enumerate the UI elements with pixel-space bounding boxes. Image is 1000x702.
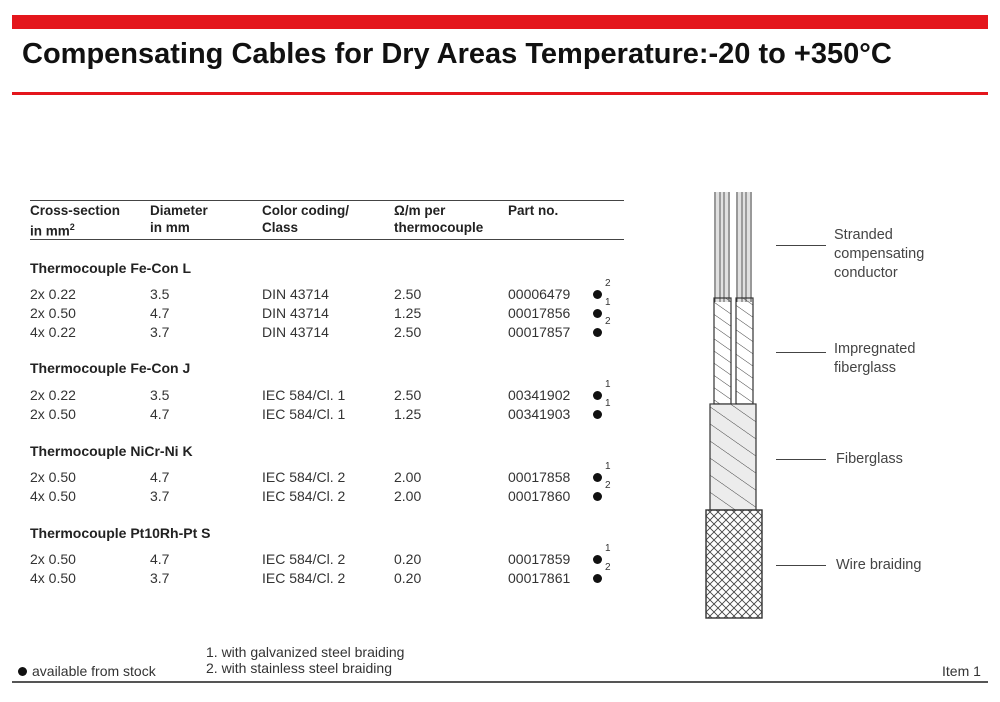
group-title: Thermocouple Pt10Rh-Pt S: [30, 525, 211, 541]
cell-cross: 4x 0.50: [30, 570, 76, 586]
table-row: [30, 379, 624, 405]
cell-diameter: 4.7: [150, 551, 170, 567]
header-color-line1: Color coding/: [262, 203, 349, 218]
cell-cross: 2x 0.22: [30, 387, 76, 403]
callout-braiding: Wire braiding: [836, 557, 922, 573]
cell-diameter: 3.5: [150, 387, 170, 403]
table-row: [30, 278, 624, 304]
cell-diameter: 3.7: [150, 488, 170, 504]
stock-dot-icon: [593, 492, 602, 501]
cell-ohm: 2.00: [394, 469, 422, 485]
top-red-bar: [12, 15, 988, 29]
header-cross-line1: Cross-section: [30, 203, 121, 218]
cell-ohm: 2.50: [394, 324, 422, 340]
stock-dot-icon: [18, 667, 27, 676]
cell-note: 1: [605, 379, 611, 390]
cell-color: IEC 584/Cl. 2: [262, 551, 346, 567]
page-title: Compensating Cables for Dry Areas Temperature:-20 to +350°C: [22, 38, 892, 70]
table-row: [30, 480, 624, 506]
callout-impregnated: [834, 340, 915, 378]
header-diameter-line1: Diameter: [150, 203, 208, 218]
cell-note: 1: [605, 398, 611, 409]
cell-part: 00017858: [508, 469, 571, 485]
stock-dot-icon: [593, 290, 602, 299]
cell-part: 00341903: [508, 406, 571, 422]
header-color-coding: [262, 202, 349, 236]
callout-line-impregnated: [776, 352, 826, 353]
cell-cross: 2x 0.22: [30, 286, 76, 302]
cell-note: 2: [605, 480, 611, 491]
cell-part: 00017856: [508, 305, 571, 321]
cell-diameter: 4.7: [150, 469, 170, 485]
stock-dot-icon: [593, 391, 602, 400]
cell-diameter: 3.7: [150, 324, 170, 340]
stock-legend: [18, 663, 156, 680]
cable-table: [30, 200, 624, 588]
stock-legend-text: available from stock: [32, 663, 156, 679]
callout-stranded: [834, 226, 924, 283]
stock-dot-icon: [593, 473, 602, 482]
cell-ohm: 0.20: [394, 570, 422, 586]
callout-impregnated-line1: Impregnated: [834, 341, 916, 357]
cell-part: 00017861: [508, 570, 571, 586]
cell-note: 2: [605, 316, 611, 327]
table-row: [30, 461, 624, 487]
group-title: Thermocouple NiCr-Ni K: [30, 443, 193, 459]
cell-diameter: 4.7: [150, 305, 170, 321]
table-row: [30, 297, 624, 323]
table-row: [30, 543, 624, 569]
title-underline: [12, 92, 988, 95]
stock-dot-icon: [593, 555, 602, 564]
header-ohm-line2: thermocouple: [394, 220, 484, 235]
cell-ohm: 2.00: [394, 488, 422, 504]
cable-cross-section-diagram: [690, 188, 770, 620]
cell-color: IEC 584/Cl. 1: [262, 387, 346, 403]
callout-impregnated-line2: fiberglass: [834, 360, 897, 376]
cell-diameter: 3.7: [150, 570, 170, 586]
header-cross-section: [30, 202, 120, 240]
cell-part: 00017859: [508, 551, 571, 567]
callout-line-stranded: [776, 245, 826, 246]
table-row: [30, 562, 624, 588]
cell-cross: 4x 0.22: [30, 324, 76, 340]
callout-line-fiberglass: [776, 459, 826, 460]
cell-color: DIN 43714: [262, 324, 329, 340]
impregnated-fiberglass-left: [714, 298, 731, 404]
stranded-conductor-right: [737, 192, 751, 302]
stock-dot-icon: [593, 410, 602, 419]
header-cross-line2: in mm: [30, 223, 70, 239]
stock-dot-icon: [593, 309, 602, 318]
table-row: [30, 316, 624, 342]
wire-braiding: [706, 510, 762, 618]
cell-diameter: 4.7: [150, 406, 170, 422]
callout-stranded-line3: conductor: [834, 265, 898, 281]
cell-ohm: 1.25: [394, 305, 422, 321]
cell-note: 1: [605, 297, 611, 308]
callout-line-braiding: [776, 565, 826, 566]
header-part-no: Part no.: [508, 203, 559, 218]
stranded-conductor-left: [715, 192, 729, 302]
cell-color: DIN 43714: [262, 305, 329, 321]
cell-cross: 2x 0.50: [30, 551, 76, 567]
header-color-line2: Class: [262, 220, 299, 235]
header-diameter: [150, 202, 208, 236]
cell-color: IEC 584/Cl. 1: [262, 406, 346, 422]
footnote-2: 2. with stainless steel braiding: [206, 660, 392, 676]
callout-stranded-line1: Stranded: [834, 227, 893, 243]
callout-fiberglass: Fiberglass: [836, 451, 903, 467]
cell-ohm: 2.50: [394, 286, 422, 302]
callout-stranded-line2: compensating: [834, 246, 925, 262]
cell-ohm: 0.20: [394, 551, 422, 567]
cell-color: IEC 584/Cl. 2: [262, 488, 346, 504]
stock-dot-icon: [593, 328, 602, 337]
cell-color: DIN 43714: [262, 286, 329, 302]
cell-cross: 2x 0.50: [30, 305, 76, 321]
table-row: [30, 398, 624, 424]
cell-color: IEC 584/Cl. 2: [262, 570, 346, 586]
cell-color: IEC 584/Cl. 2: [262, 469, 346, 485]
table-header: [30, 200, 624, 240]
footnote-1: 1. with galvanized steel braiding: [206, 644, 405, 660]
cell-part: 00341902: [508, 387, 571, 403]
header-cross-sup: 2: [69, 222, 75, 232]
cell-part: 00017860: [508, 488, 571, 504]
stock-dot-icon: [593, 574, 602, 583]
cell-cross: 2x 0.50: [30, 406, 76, 422]
header-ohm: [394, 202, 483, 236]
cell-note: 2: [605, 278, 611, 289]
cell-part: 00006479: [508, 286, 571, 302]
cell-ohm: 1.25: [394, 406, 422, 422]
item-label: Item 1: [942, 663, 981, 679]
cell-cross: 4x 0.50: [30, 488, 76, 504]
cell-part: 00017857: [508, 324, 571, 340]
cell-note: 1: [605, 461, 611, 472]
bottom-rule: [12, 681, 988, 683]
header-diameter-line2: in mm: [150, 220, 190, 235]
cell-note: 1: [605, 543, 611, 554]
group-title: Thermocouple Fe-Con L: [30, 260, 191, 276]
cell-diameter: 3.5: [150, 286, 170, 302]
impregnated-fiberglass-right: [736, 298, 753, 404]
cell-cross: 2x 0.50: [30, 469, 76, 485]
cell-note: 2: [605, 562, 611, 573]
group-title: Thermocouple Fe-Con J: [30, 360, 191, 376]
header-ohm-line1: Ω/m per: [394, 203, 446, 218]
cell-ohm: 2.50: [394, 387, 422, 403]
